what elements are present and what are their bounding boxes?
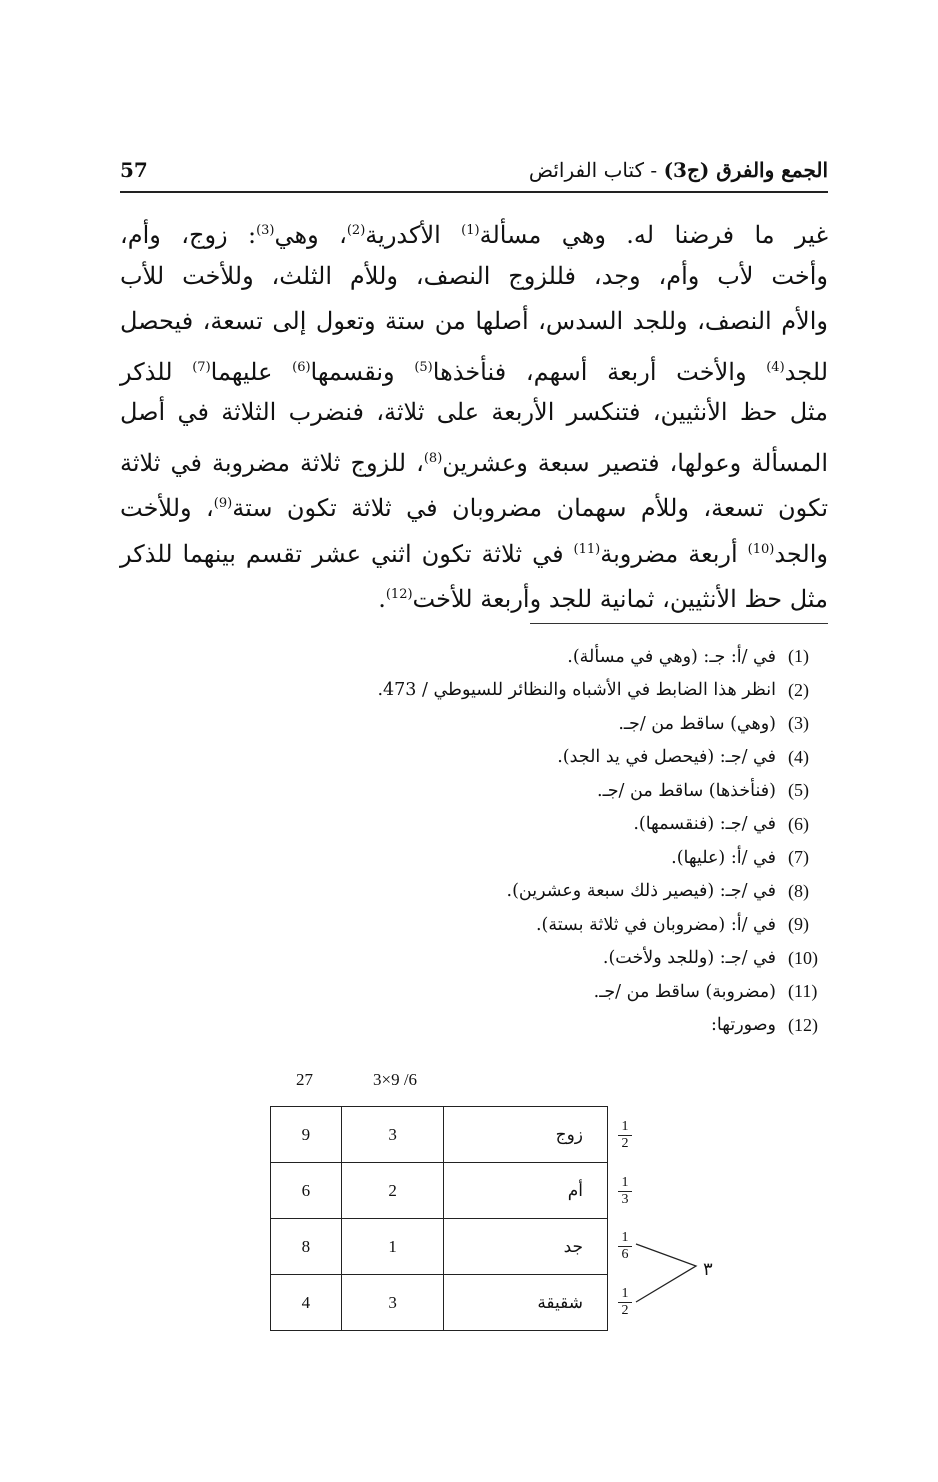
- footnote-text: انظر هذا الضابط في الأشباه والنظائر للسيوطي / 473.: [377, 680, 776, 701]
- footnote-text: في /جـ: (فيحصل في يد الجد).: [557, 747, 776, 768]
- footnote: [210, 707, 830, 741]
- cell-base: 3: [341, 1275, 444, 1331]
- cell-base: 2: [341, 1163, 444, 1219]
- cell-heir: جد: [444, 1219, 608, 1275]
- body-line: [120, 208, 828, 254]
- share-fraction: [618, 1176, 632, 1207]
- footnote-number: (12): [788, 1014, 818, 1035]
- body-text-run: في ثلاثة تكون اثني عشر تقسم بينهما للذكر: [120, 539, 574, 568]
- body-line: [120, 345, 828, 391]
- footnote: [210, 975, 830, 1009]
- body-line: [120, 390, 828, 436]
- body-text-run: مثل حظ الأنثيين، ثمانية للجد وأربعة للأخت: [412, 585, 828, 613]
- footnote-ref[interactable]: (6): [292, 359, 311, 375]
- footnote-ref[interactable]: (4): [766, 359, 785, 375]
- body-line: [120, 481, 828, 527]
- footnote: [210, 674, 830, 708]
- table-head-total: 27: [296, 1070, 313, 1089]
- body-line: [120, 436, 828, 482]
- footnote: [210, 875, 830, 909]
- body-text-run: وأخت لأب وأم، وجد، فللزوج النصف، وللأم الثلث، وللأخت للأب: [120, 261, 828, 290]
- body-text-run: الأكدرية: [365, 221, 462, 249]
- footnote-ref[interactable]: (12): [385, 587, 413, 602]
- footnote-text: (وهي) ساقط من /جـ.: [618, 713, 776, 734]
- page-number: 57: [120, 158, 148, 182]
- cell-total: 8: [271, 1219, 342, 1275]
- cell-heir: زوج: [444, 1107, 608, 1163]
- grouping-bracket: [632, 1240, 702, 1310]
- body-text-run: : زوج، وأم،: [120, 221, 257, 249]
- cell-base: 3: [341, 1107, 444, 1163]
- footnote: [210, 640, 830, 674]
- body-text-run: تكون تسعة، وللأم سهمان مضروبان في ثلاثة تكون ستة: [232, 494, 829, 522]
- body-text-run: عليهما: [210, 357, 293, 386]
- footnote-ref[interactable]: (7): [192, 359, 211, 375]
- footnote: [210, 741, 830, 775]
- running-title: [529, 158, 828, 182]
- fraction-denominator: 3: [621, 1191, 629, 1207]
- footnote-number: (10): [788, 947, 818, 968]
- footnotes: [210, 640, 830, 1042]
- footnote-number: (3): [788, 713, 809, 734]
- running-header: [120, 158, 828, 188]
- footnote: [210, 841, 830, 875]
- footnote: [210, 808, 830, 842]
- footnote-rule: [530, 623, 828, 624]
- fraction-numerator: 1: [621, 1230, 629, 1245]
- table-row: [271, 1219, 608, 1275]
- body-text-run: والأخت أربعة أسهم، فنأخذها: [432, 357, 767, 386]
- footnote-ref[interactable]: (1): [461, 223, 480, 238]
- body-text-run: أربعة مضروبة: [600, 539, 748, 568]
- body-text-run: والجد: [774, 539, 828, 568]
- footnote-ref[interactable]: (8): [423, 450, 443, 466]
- fraction-numerator: 1: [621, 1174, 629, 1190]
- footnote-ref[interactable]: (10): [747, 541, 775, 557]
- footnote-number: (6): [788, 813, 809, 834]
- table-row: [271, 1107, 608, 1163]
- cell-heir: أم: [444, 1163, 608, 1219]
- fraction-denominator: 2: [621, 1302, 629, 1318]
- footnote-text: في /جـ: (فيصير ذلك سبعة وعشرين).: [506, 881, 776, 902]
- footnote-text: (مضروبة) ساقط من /جـ.: [593, 981, 776, 1002]
- cell-base: 1: [341, 1219, 444, 1275]
- share-fraction: [618, 1120, 632, 1151]
- body-text-run: والأم النصف، وللجد السدس، أصلها من ستة وتعول إلى تسعة، فيحصل: [120, 307, 828, 335]
- fraction-denominator: 2: [621, 1136, 629, 1151]
- footnote-number: (8): [788, 880, 809, 901]
- footnote-ref[interactable]: (9): [213, 496, 233, 511]
- body-text-run: ، وهي: [274, 221, 347, 249]
- cell-total: 4: [271, 1275, 342, 1331]
- fraction-numerator: 1: [621, 1119, 629, 1134]
- footnote-ref[interactable]: (11): [573, 541, 601, 557]
- table-head-base: 3×9 /6: [373, 1070, 418, 1089]
- body-text-run: ونقسمها: [310, 357, 415, 386]
- table-row: [271, 1275, 608, 1331]
- footnote-ref[interactable]: (2): [346, 223, 366, 238]
- body-paragraph: [120, 208, 828, 618]
- body-text-run: غير ما فرضنا له. وهي مسألة: [479, 221, 828, 249]
- footnote-number: (5): [788, 780, 809, 801]
- share-fraction: [618, 1231, 632, 1262]
- footnote-number: (4): [788, 746, 809, 767]
- footnote-text: وصورتها:: [711, 1015, 776, 1036]
- footnote-number: (7): [788, 847, 809, 868]
- footnote-text: في /أ: (عليها).: [671, 847, 776, 868]
- footnote-number: (2): [788, 679, 809, 700]
- body-line: [120, 527, 828, 573]
- footnote-ref[interactable]: (5): [414, 359, 433, 375]
- footnote: [210, 774, 830, 808]
- body-text-run: للذكر: [120, 357, 193, 386]
- footnote-number: (1): [788, 646, 809, 667]
- footnote-ref[interactable]: (3): [256, 223, 275, 238]
- footnote-text: (فنأخذها) ساقط من /جـ.: [597, 780, 776, 801]
- share-fraction: [618, 1287, 632, 1318]
- footnote-text: في /أ: (مضروبان في ثلاثة بستة).: [535, 914, 776, 935]
- footnote-number: (11): [788, 981, 818, 1002]
- table-row: [271, 1163, 608, 1219]
- footnote: [210, 942, 830, 976]
- body-text-run: المسألة وعولها، فتصير سبعة وعشرين: [442, 448, 828, 477]
- fraction-denominator: 6: [621, 1247, 629, 1262]
- body-text-run: مثل حظ الأنثيين، فتنكسر الأربعة على ثلاثة، فنضرب الثلاثة في أصل: [120, 398, 828, 426]
- body-line: [120, 572, 828, 618]
- footnote-text: في /جـ: (فنقسمها).: [633, 814, 776, 835]
- cell-heir: شقيقة: [444, 1275, 608, 1331]
- header-rule: [120, 191, 828, 193]
- body-text-run: ، وللأخت: [120, 494, 214, 522]
- body-text-run: .: [378, 585, 386, 613]
- footnote: [210, 908, 830, 942]
- body-line: [120, 299, 828, 345]
- running-title-bold: الجمع والفرق (ج3): [663, 158, 828, 182]
- body-text-run: للجد: [784, 357, 829, 386]
- fraction-numerator: 1: [621, 1285, 629, 1301]
- bracket-label: ٣: [703, 1259, 713, 1280]
- inheritance-table: [270, 1106, 608, 1331]
- footnote-number: (9): [788, 914, 809, 935]
- cell-total: 6: [271, 1163, 342, 1219]
- footnote-text: في /جـ: (وللجد ولأخت).: [602, 948, 776, 969]
- footnote: [210, 1009, 830, 1043]
- body-line: [120, 254, 828, 300]
- footnote-text: في /أ: جـ: (وهي في مسألة).: [567, 646, 776, 667]
- body-text-run: ، للزوج ثلاثة مضروبة في ثلاثة: [120, 448, 424, 477]
- cell-total: 9: [271, 1107, 342, 1163]
- running-title-rest: - كتاب الفرائض: [528, 158, 664, 182]
